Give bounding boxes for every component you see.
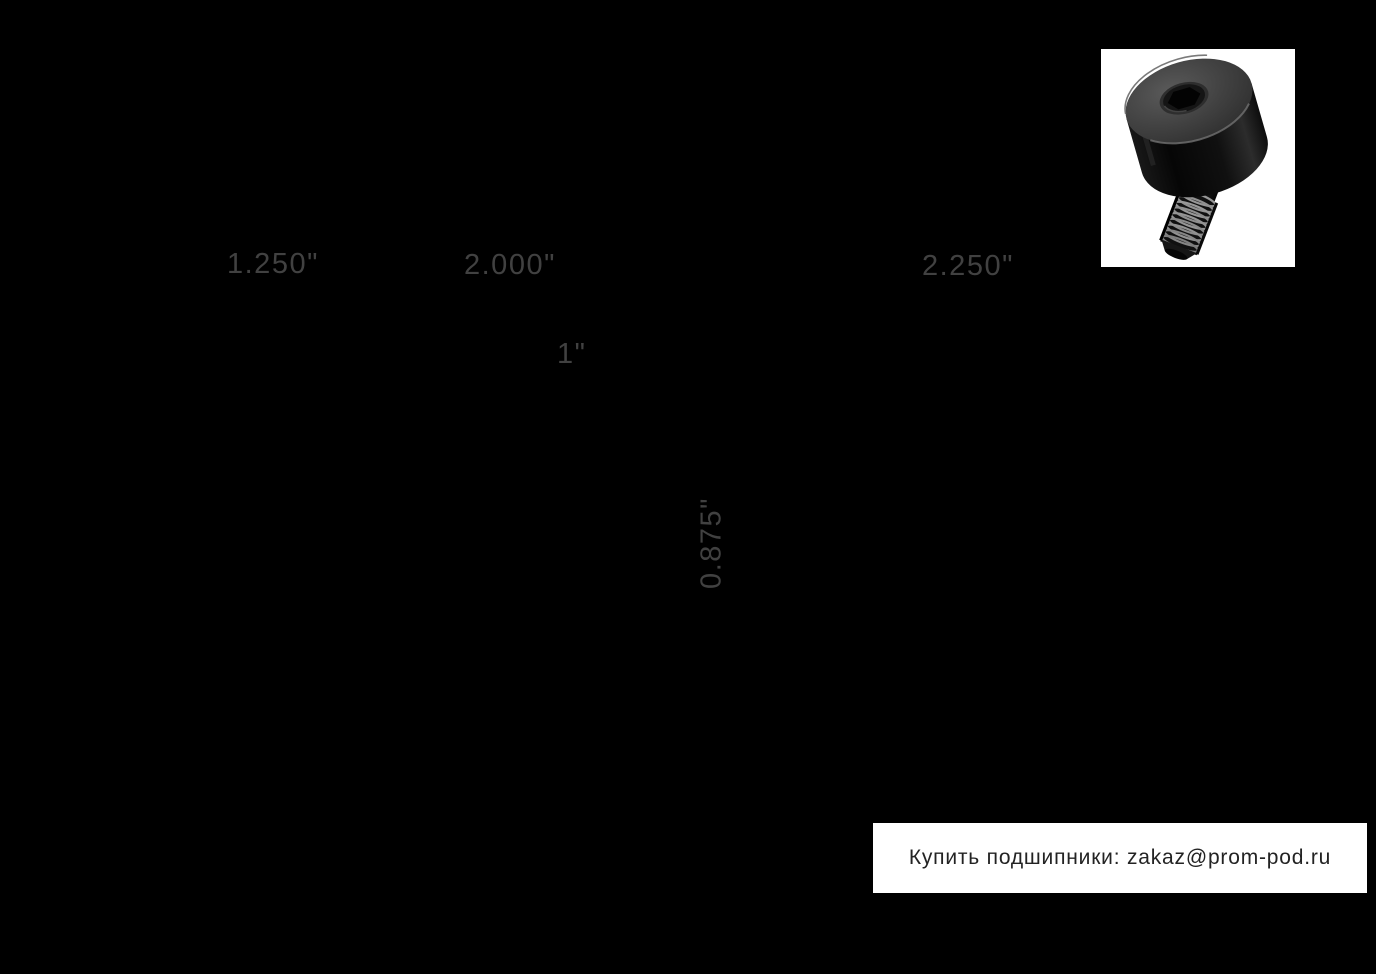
contact-banner xyxy=(873,823,1367,893)
dimension-label-overall-length: 2.250" xyxy=(922,250,1014,282)
dimension-label-vertical: 0.875" xyxy=(695,497,728,589)
product-photo-panel xyxy=(1101,49,1295,267)
cam-follower-3d-render-icon xyxy=(1101,49,1295,267)
contact-banner-text: Купить подшипники: zakaz@prom-pod.ru xyxy=(908,846,1332,869)
dimension-label-stud-length: 1.250" xyxy=(227,248,319,280)
dimension-label-roller-width: 2.000" xyxy=(464,249,556,281)
dimension-label-one-inch: 1" xyxy=(557,338,587,370)
